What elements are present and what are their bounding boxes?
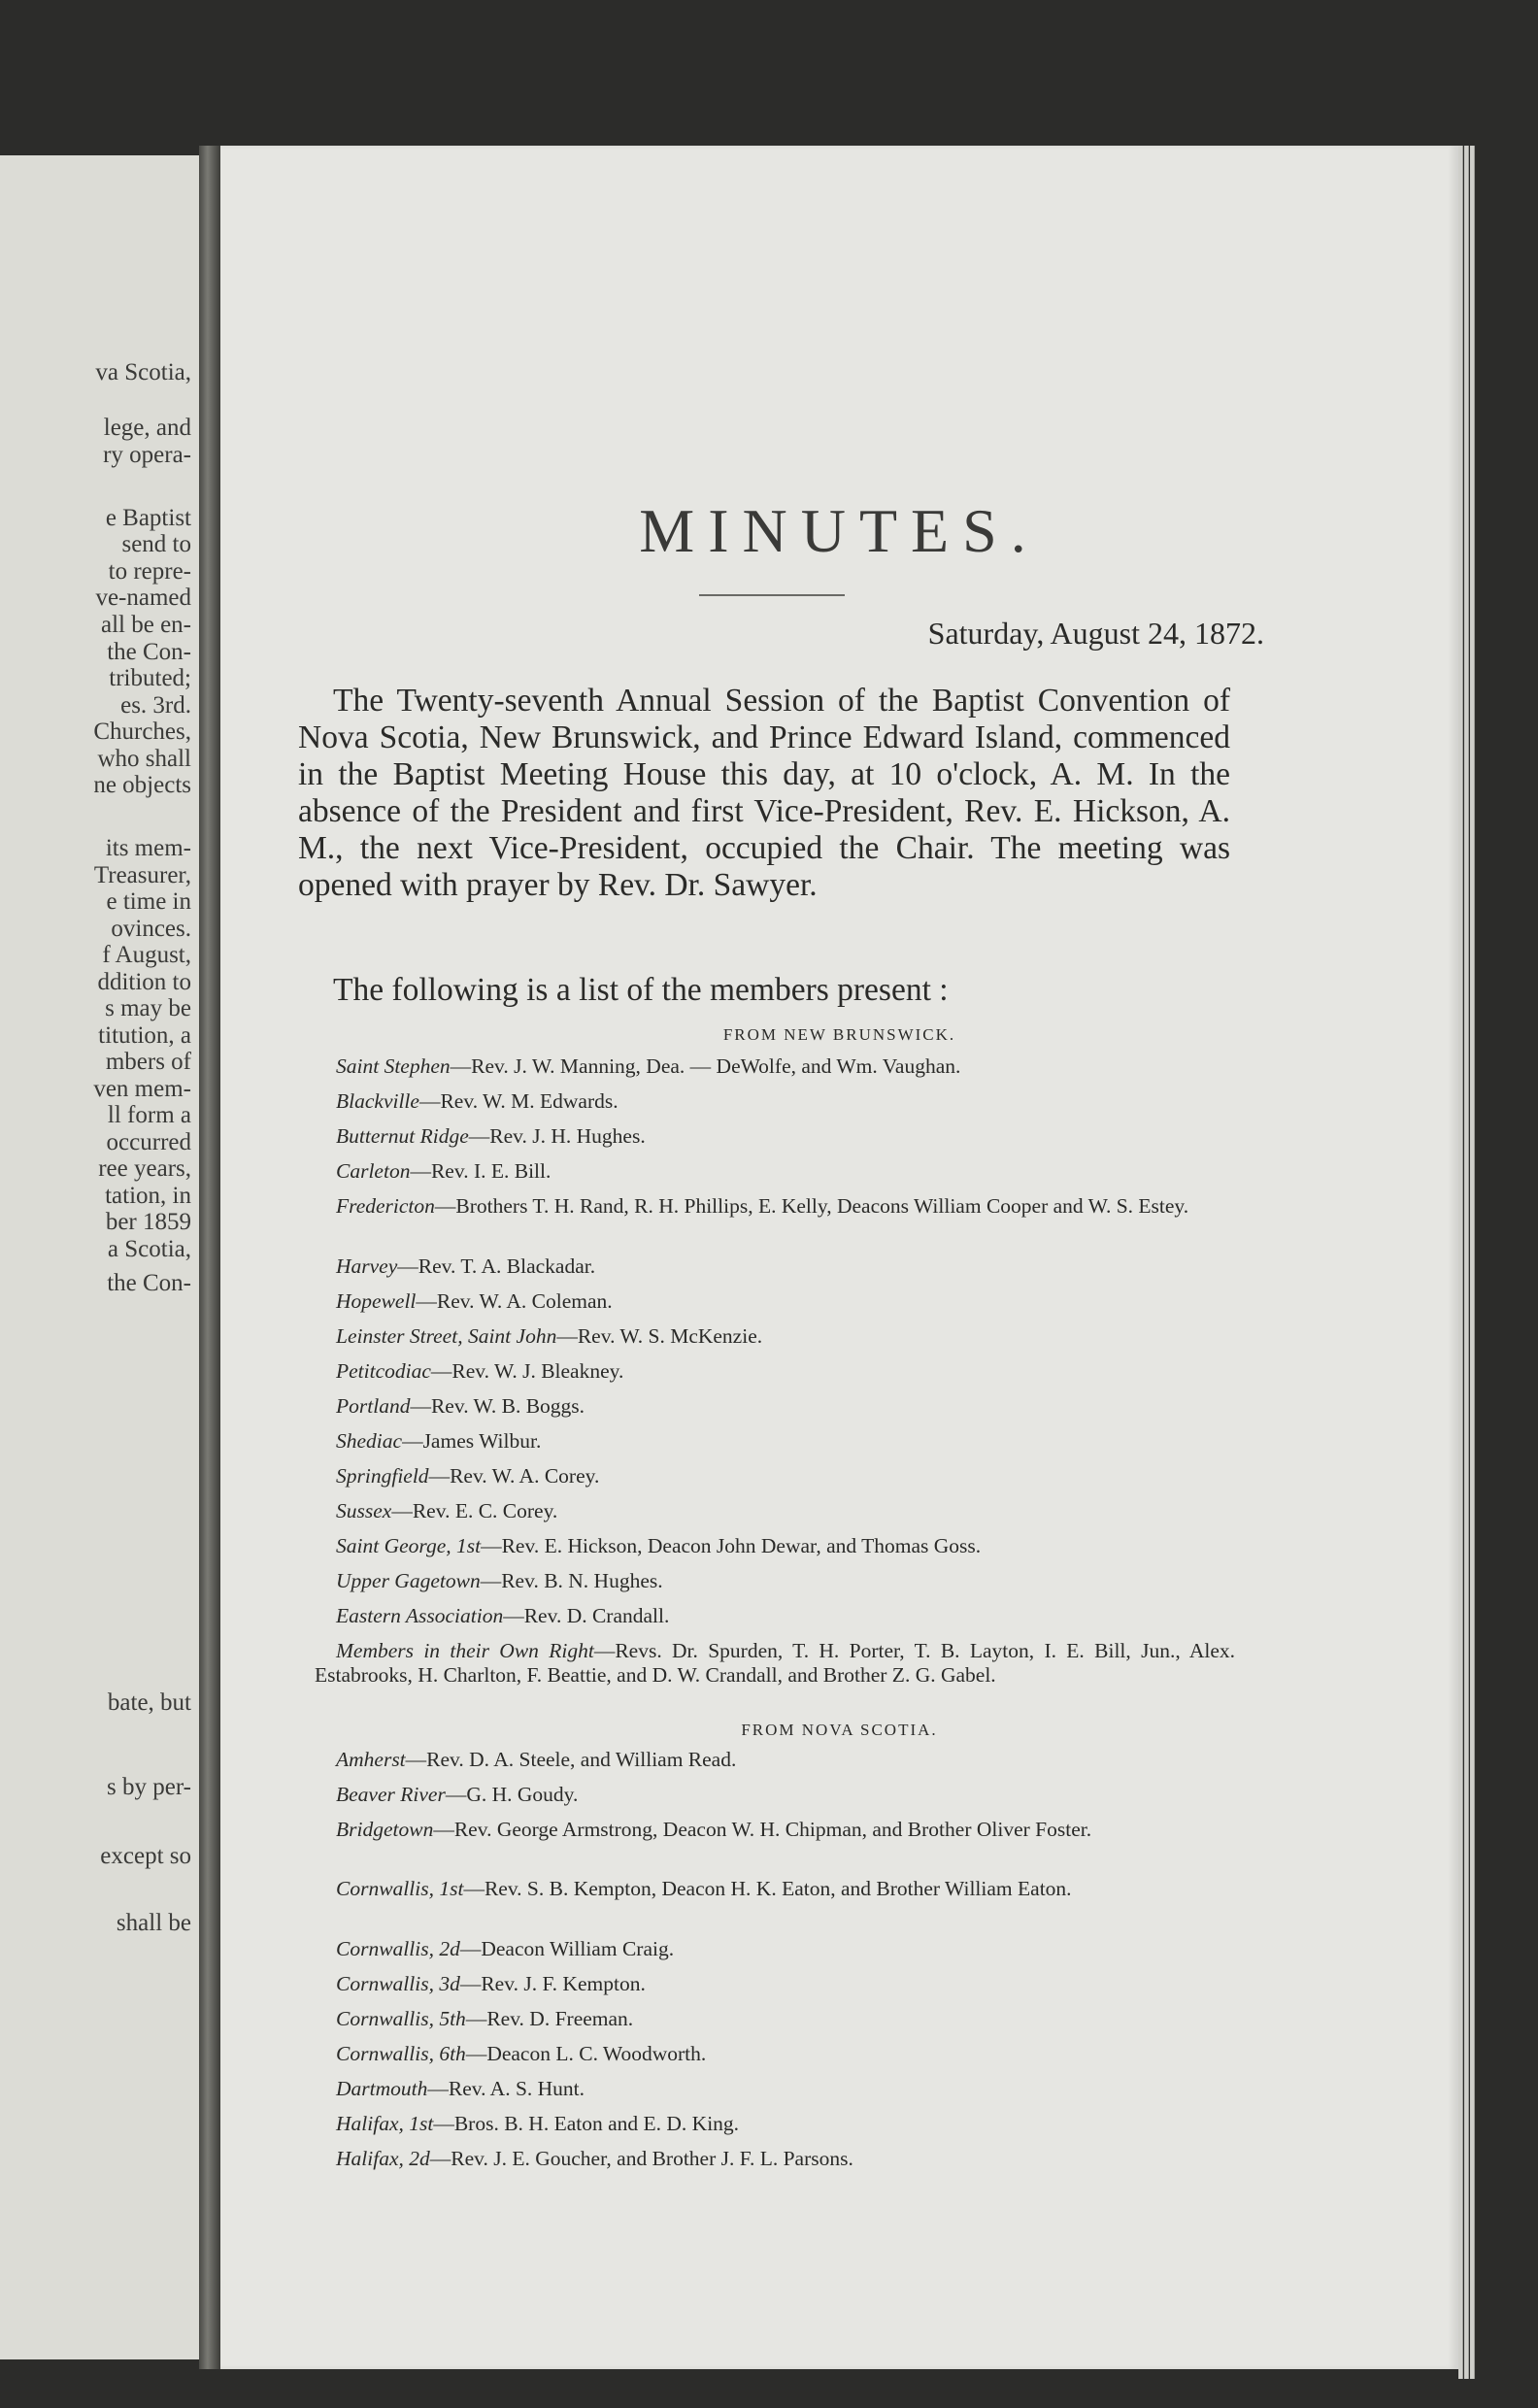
previous-page-text-line: all be en-: [100, 612, 191, 638]
entry-names: —Rev. B. N. Hughes.: [480, 1569, 663, 1592]
section-heading-nova-scotia: FROM NOVA SCOTIA.: [741, 1721, 938, 1739]
entry-names: —Rev. D. Crandall.: [503, 1604, 670, 1627]
entry-names: —Deacon William Craig.: [459, 1937, 675, 1960]
previous-page-text-line: ve-named: [95, 585, 191, 611]
entry-names: —Revs. Dr. Spurden, T. H. Porter, T. B. Layton, I. E. Bill, Jun., Alex. Estabrooks, H. Charlton, F. Beattie, and D. W. Crandall, and Brother Z. G. Gabel.: [315, 1639, 1235, 1687]
member-entry: [315, 1289, 1235, 1314]
previous-page-text-line: shall be: [116, 1910, 191, 1936]
member-entry: [315, 2042, 1235, 2066]
member-entry: [315, 2147, 1235, 2171]
previous-page-text-line: send to: [121, 531, 191, 557]
entry-names: —Brothers T. H. Rand, R. H. Phillips, E. Kelly, Deacons William Cooper and W. S. Estey.: [434, 1194, 1189, 1218]
entry-place: Saint Stephen: [336, 1054, 451, 1078]
previous-page-text-line: e Baptist: [105, 505, 191, 531]
member-entry: [315, 1324, 1235, 1349]
entry-place: Portland: [336, 1394, 411, 1418]
entry-names: —Rev. J. E. Goucher, and Brother J. F. L. Parsons.: [429, 2147, 853, 2170]
previous-page-text-line: lege, and: [103, 415, 191, 441]
previous-page-text-line: ber 1859: [105, 1209, 191, 1235]
member-entry: [315, 1604, 1235, 1628]
entry-place: Cornwallis, 5th: [336, 2007, 466, 2030]
entry-place: Carleton: [336, 1159, 411, 1183]
book-gutter: [199, 146, 220, 2369]
entry-names: —Rev. S. B. Kempton, Deacon H. K. Eaton, and Brother William Eaton.: [463, 1877, 1072, 1900]
entry-names: —Rev. E. Hickson, Deacon John Dewar, and Thomas Goss.: [481, 1534, 982, 1557]
entry-place: Springfield: [336, 1464, 429, 1488]
previous-page-text-line: tributed;: [109, 665, 191, 691]
member-entry: [315, 1639, 1235, 1688]
member-entry: [315, 1464, 1235, 1488]
previous-page-text-line: the Con-: [107, 639, 191, 665]
entry-names: —James Wilbur.: [402, 1429, 542, 1453]
entry-names: —Rev. W. B. Boggs.: [410, 1394, 585, 1418]
member-entry: [315, 1877, 1235, 1901]
entry-place: Petitcodiac: [336, 1359, 431, 1383]
entry-place: Saint George, 1st: [336, 1534, 482, 1557]
member-entry: [315, 1159, 1235, 1184]
section-heading-new-brunswick: FROM NEW BRUNSWICK.: [722, 1025, 956, 1044]
member-entry: [315, 2112, 1235, 2136]
previous-page-text-line: tation, in: [105, 1183, 191, 1209]
session-date: Saturday, August 24, 1872.: [927, 616, 1264, 651]
previous-page-text-line: Treasurer,: [93, 862, 191, 888]
page-edge: [1470, 146, 1475, 2379]
previous-page-text-line: va Scotia,: [95, 359, 191, 385]
member-entry: [315, 1429, 1235, 1454]
member-entry: [315, 1534, 1235, 1558]
previous-page-text-line: ne objects: [93, 772, 191, 798]
entry-place: Cornwallis, 1st: [336, 1877, 464, 1900]
member-entry: [315, 2007, 1235, 2031]
member-entry: [315, 1194, 1235, 1219]
entry-place: Butternut Ridge: [336, 1124, 469, 1148]
entry-place: Harvey: [336, 1254, 398, 1278]
members-heading: The following is a list of the members present :: [333, 972, 949, 1008]
previous-page-text-line: ree years,: [98, 1155, 191, 1182]
previous-page-text-line: ven mem-: [93, 1076, 191, 1102]
previous-page-text-line: s may be: [105, 995, 191, 1021]
entry-names: —Rev. I. E. Bill.: [410, 1159, 552, 1183]
previous-page-text-line: the Con-: [107, 1270, 191, 1296]
entry-names: —Rev. W. J. Bleakney.: [430, 1359, 624, 1383]
entry-place: Amherst: [336, 1748, 406, 1771]
previous-page-text-line: es. 3rd.: [120, 692, 191, 719]
previous-page-text-line: titution, a: [98, 1022, 191, 1049]
entry-names: —Deacon L. C. Woodworth.: [465, 2042, 707, 2065]
entry-names: —Rev. W. M. Edwards.: [418, 1089, 619, 1113]
previous-page-fragment: [0, 155, 199, 2359]
entry-names: —Rev. J. F. Kempton.: [459, 1972, 646, 1995]
member-entry: [315, 1937, 1235, 1961]
member-entry: [315, 1748, 1235, 1772]
previous-page-text-line: who shall: [97, 746, 191, 772]
member-entry: [315, 1089, 1235, 1114]
previous-page-text-line: ddition to: [97, 969, 191, 995]
previous-page-text-line: to repre-: [108, 558, 191, 585]
entry-place: Hopewell: [336, 1289, 417, 1313]
entry-place: Blackville: [336, 1089, 419, 1113]
entry-place: Fredericton: [336, 1194, 435, 1218]
entry-place: Sussex: [336, 1499, 392, 1522]
title-rule: [699, 594, 845, 596]
entry-place: Dartmouth: [336, 2077, 428, 2100]
previous-page-text-line: a Scotia,: [107, 1236, 191, 1262]
entry-names: —Bros. B. H. Eaton and E. D. King.: [433, 2112, 740, 2135]
member-entry: [315, 1818, 1235, 1842]
entry-place: Shediac: [336, 1429, 403, 1453]
previous-page-text-line: except so: [100, 1843, 191, 1869]
previous-page-text-line: bate, but: [107, 1689, 191, 1716]
member-entry: [315, 1783, 1235, 1807]
previous-page-text-line: mbers of: [105, 1049, 191, 1075]
member-entry: [315, 1054, 1235, 1079]
entry-place: Members in their Own Right: [336, 1639, 594, 1662]
entry-names: —Rev. W. S. McKenzie.: [556, 1324, 763, 1348]
entry-names: —Rev. J. W. Manning, Dea. — DeWolfe, and Wm. Vaughan.: [450, 1054, 961, 1078]
intro-paragraph: The Twenty-seventh Annual Session of the Baptist Convention of Nova Scotia, New Brunswick, and Prince Edward Island, commenced in the Baptist Meeting House this day, at 10 o'clock, A. M. In the absence of the President and first Vice-President, Rev. E. Hickson, A. M., the next Vice-President, occupied the Chair. The meeting was opened with prayer by Rev. Dr. Sawyer.: [298, 683, 1230, 903]
previous-page-text-line: ovinces.: [111, 916, 191, 942]
member-entry: [315, 1972, 1235, 1996]
entry-place: Cornwallis, 6th: [336, 2042, 466, 2065]
member-entry: [315, 1254, 1235, 1279]
previous-page-text-line: ry opera-: [103, 442, 191, 468]
previous-page-text-line: ll form a: [107, 1102, 191, 1128]
page-title: MINUTES.: [639, 496, 1040, 565]
entry-names: —Rev. A. S. Hunt.: [427, 2077, 585, 2100]
previous-page-text-line: its mem-: [105, 835, 191, 861]
document-page: [220, 146, 1458, 2369]
member-entry: [315, 1359, 1235, 1384]
previous-page-text-line: f August,: [102, 942, 191, 968]
entry-names: —G. H. Goudy.: [445, 1783, 579, 1806]
entry-names: —Rev. W. A. Coleman.: [416, 1289, 613, 1313]
member-entry: [315, 1569, 1235, 1593]
entry-place: Eastern Association: [336, 1604, 504, 1627]
entry-names: —Rev. T. A. Blackadar.: [397, 1254, 596, 1278]
previous-page-text-line: occurred: [106, 1129, 191, 1155]
member-entry: [315, 1499, 1235, 1523]
entry-place: Halifax, 2d: [336, 2147, 430, 2170]
previous-page-text-line: e time in: [106, 888, 191, 915]
page-edge: [1464, 146, 1469, 2379]
entry-place: Leinster Street, Saint John: [336, 1324, 557, 1348]
previous-page-text-line: s by per-: [107, 1774, 191, 1800]
previous-page-text-line: Churches,: [93, 719, 191, 745]
entry-place: Cornwallis, 2d: [336, 1937, 460, 1960]
entry-place: Bridgetown: [336, 1818, 434, 1841]
entry-names: —Rev. D. A. Steele, and William Read.: [405, 1748, 737, 1771]
member-entry: [315, 1394, 1235, 1419]
entry-names: —Rev. J. H. Hughes.: [468, 1124, 646, 1148]
member-entry: [315, 1124, 1235, 1149]
entry-place: Beaver River: [336, 1783, 446, 1806]
entry-names: —Rev. W. A. Corey.: [428, 1464, 600, 1488]
page-edge: [1458, 146, 1463, 2379]
entry-names: —Rev. E. C. Corey.: [391, 1499, 558, 1522]
entry-names: —Rev. George Armstrong, Deacon W. H. Chipman, and Brother Oliver Foster.: [433, 1818, 1092, 1841]
member-entry: [315, 2077, 1235, 2101]
entry-place: Cornwallis, 3d: [336, 1972, 460, 1995]
entry-place: Upper Gagetown: [336, 1569, 481, 1592]
entry-names: —Rev. D. Freeman.: [465, 2007, 634, 2030]
entry-place: Halifax, 1st: [336, 2112, 434, 2135]
